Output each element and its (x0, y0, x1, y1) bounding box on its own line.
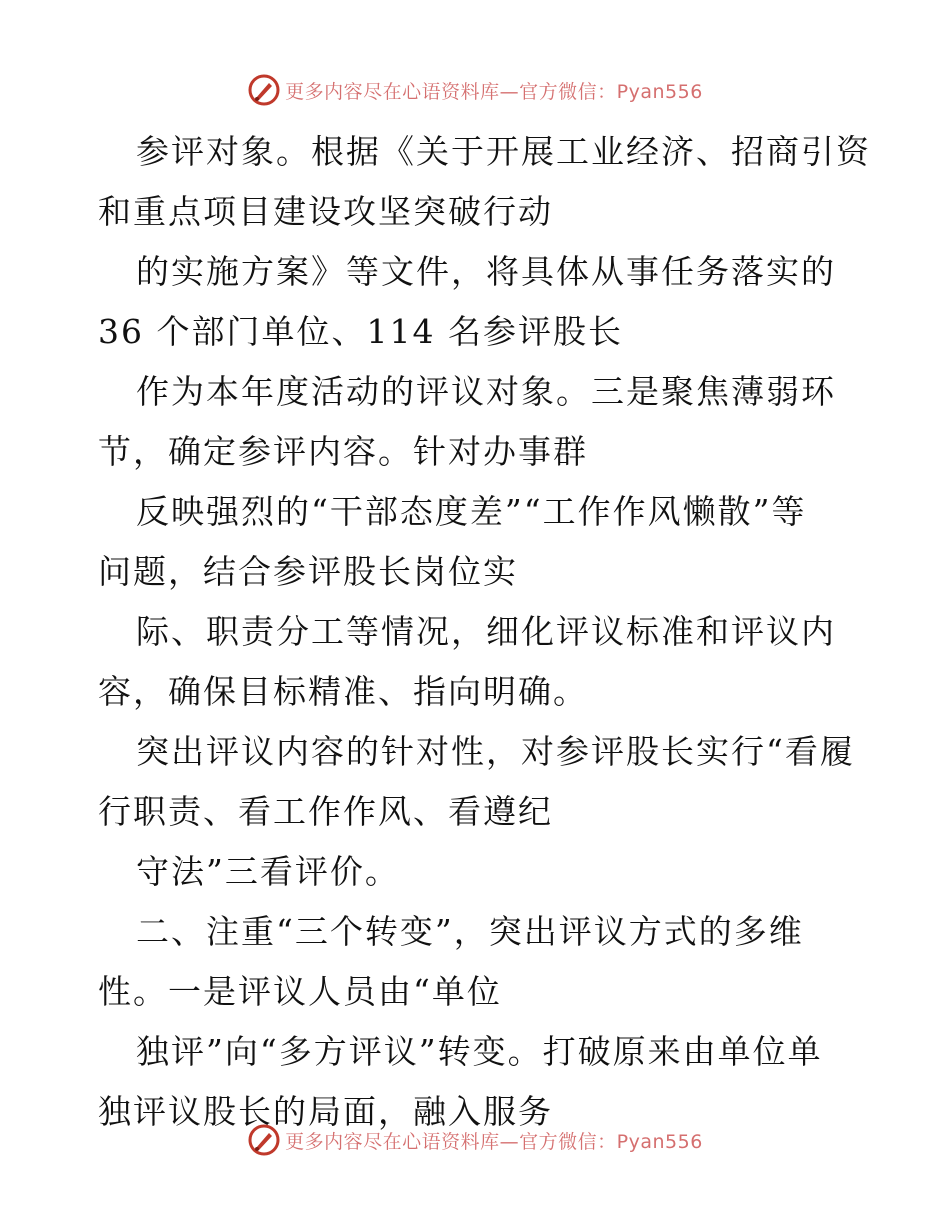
banner-text: 更多内容尽在心语资料库—官方微信：Pyan556 (285, 1130, 703, 1153)
pen-logo-icon (247, 73, 281, 107)
banner-text: 更多内容尽在心语资料库—官方微信：Pyan556 (285, 80, 703, 103)
text-line: 容，确保目标精准、指向明确。 (98, 672, 588, 711)
paragraph (98, 842, 858, 902)
paragraph (98, 482, 858, 602)
paragraph (98, 602, 858, 722)
paragraph (98, 722, 858, 842)
text-line: 参评对象。根据《关于开展工业经济、招商引资 (136, 132, 871, 171)
paragraph (98, 122, 871, 242)
footer-banner (0, 1120, 950, 1160)
pen-logo-icon (247, 1123, 281, 1157)
text-line: 和重点项目建设攻坚突破行动 (98, 192, 553, 231)
text-line: 独评”向“多方评议”转变。打破原来由单位单 (136, 1032, 823, 1071)
text-line: 的实施方案》等文件，将具体从事任务落实的 (136, 252, 836, 291)
paragraph (98, 362, 858, 482)
text-line: 反映强烈的“干部态度差”“工作作风懒散”等 (136, 492, 807, 531)
text-line: 二、注重“三个转变”，突出评议方式的多维 (136, 912, 804, 951)
text-line: 际、职责分工等情况，细化评议标准和评议内 (136, 612, 836, 651)
text-line: 节，确定参评内容。针对办事群 (98, 432, 588, 471)
document-body (98, 122, 871, 1142)
header-banner (0, 70, 950, 110)
paragraph (98, 902, 858, 1022)
text-line: 独评议股长的局面，融入服务 (98, 1092, 553, 1131)
text-line: 守法”三看评价。 (136, 852, 400, 891)
text-line: 突出评议内容的针对性，对参评股长实行“看履 (136, 732, 855, 771)
text-line: 36 个部门单位、114 名参评股长 (98, 312, 623, 351)
text-line: 作为本年度活动的评议对象。三是聚焦薄弱环 (136, 372, 836, 411)
text-line: 问题，结合参评股长岗位实 (98, 552, 518, 591)
paragraph (98, 242, 858, 362)
text-line: 行职责、看工作作风、看遵纪 (98, 792, 553, 831)
text-line: 性。一是评议人员由“单位 (98, 972, 502, 1011)
